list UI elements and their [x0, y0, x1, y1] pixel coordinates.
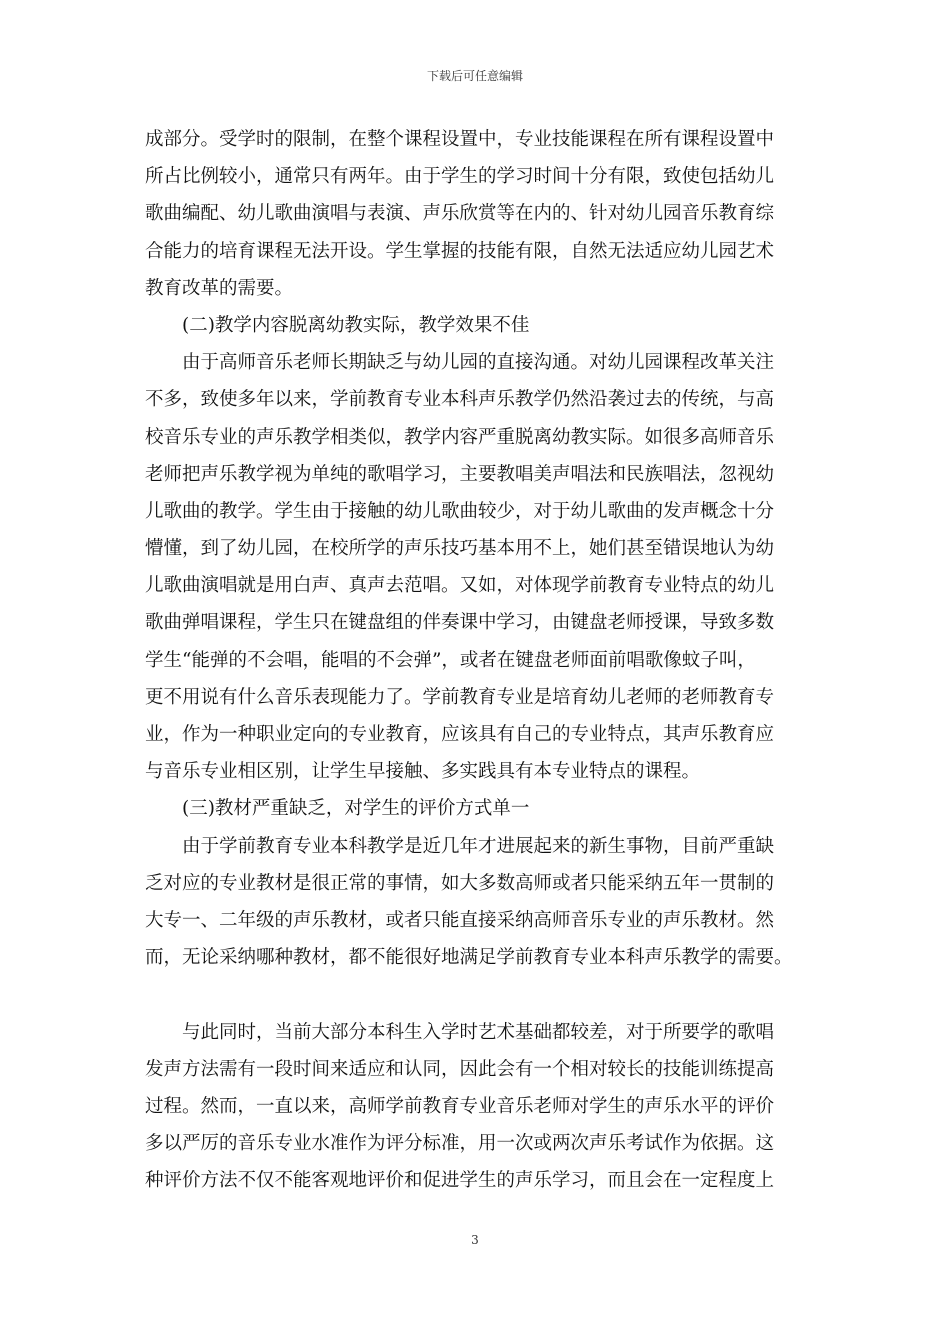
text-line: 儿歌曲的教学。学生由于接触的幼儿歌曲较少，对于幼儿歌曲的发声概念十分	[145, 500, 775, 522]
text-line: 多以严厉的音乐专业水准作为评分标准，用一次或两次声乐考试作为依据。这	[145, 1133, 775, 1155]
text-line: 合能力的培育课程无法开设。学生掌握的技能有限，自然无法适应幼儿园艺术	[145, 240, 775, 262]
text-line: 歌曲弹唱课程，学生只在键盘组的伴奏课中学习，由键盘老师授课，导致多数	[145, 612, 775, 634]
text-line: 校音乐专业的声乐教学相类似，教学内容严重脱离幼教实际。如很多高师音乐	[145, 426, 775, 448]
text-line: 学生“能弹的不会唱，能唱的不会弹”，或者在键盘老师面前唱歌像蚊子叫，	[145, 649, 756, 671]
text-line: 种评价方法不仅不能客观地评价和促进学生的声乐学习，而且会在一定程度上	[145, 1170, 775, 1192]
text-line: 老师把声乐教学视为单纯的歌唱学习，主要教唱美声唱法和民族唱法，忽视幼	[145, 463, 775, 485]
text-line: 发声方法需有一段时间来适应和认同，因此会有一个相对较长的技能训练提高	[145, 1058, 775, 1080]
text-line: 业，作为一种职业定向的专业教育，应该具有自己的专业特点，其声乐教育应	[145, 724, 775, 745]
document-body	[145, 121, 809, 1199]
page-number: 3	[471, 1233, 479, 1247]
text-line: 而，无论采纳哪种教材，都不能很好地满足学前教育专业本科声乐教学的需要。	[145, 947, 793, 969]
text-line: 与音乐专业相区别，让学生早接触、多实践具有本专业特点的课程。	[145, 761, 701, 783]
text-line: 乏对应的专业教材是很正常的事情，如大多数高师或者只能采纳五年一贯制的	[145, 872, 775, 894]
section-heading: (三)教材严重缺乏，对学生的评价方式单一	[182, 798, 530, 820]
text-line: 所占比例较小，通常只有两年。由于学生的学习时间十分有限，致使包括幼儿	[145, 166, 775, 188]
text-line: 儿歌曲演唱就是用白声、真声去范唱。又如，对体现学前教育专业特点的幼儿	[145, 575, 775, 597]
text-line: 教育改革的需要。	[145, 277, 294, 299]
text-line: 由于高师音乐老师长期缺乏与幼儿园的直接沟通。对幼儿园课程改革关注	[182, 352, 775, 374]
text-line: 懵懂，到了幼儿园，在校所学的声乐技巧基本用不上，她们甚至错误地认为幼	[145, 538, 775, 560]
text-line: 大专一、二年级的声乐教材，或者只能直接采纳高师音乐专业的声乐教材。然	[145, 909, 775, 931]
text-line: 由于学前教育专业本科教学是近几年才进展起来的新生事物，目前严重缺	[182, 835, 775, 857]
text-line: 与此同时，当前大部分本科生入学时艺术基础都较差，对于所要学的歌唱	[182, 1021, 775, 1043]
section-heading: (二)教学内容脱离幼教实际，教学效果不佳	[182, 314, 530, 336]
text-line: 不多，致使多年以来，学前教育专业本科声乐教学仍然沿袭过去的传统，与高	[145, 389, 775, 411]
text-line: 歌曲编配、幼儿歌曲演唱与表演、声乐欣赏等在内的、针对幼儿园音乐教育综	[145, 203, 775, 225]
text-line: 过程。然而，一直以来，高师学前教育专业音乐老师对学生的声乐水平的评价	[145, 1095, 775, 1117]
text-line: 更不用说有什么音乐表现能力了。学前教育专业是培育幼儿老师的老师教育专	[145, 686, 775, 708]
page-header: 下载后可任意编辑	[426, 69, 523, 83]
paragraph-gap	[145, 976, 809, 1013]
text-line: 成部分。受学时的限制，在整个课程设置中，专业技能课程在所有课程设置中	[145, 129, 775, 150]
